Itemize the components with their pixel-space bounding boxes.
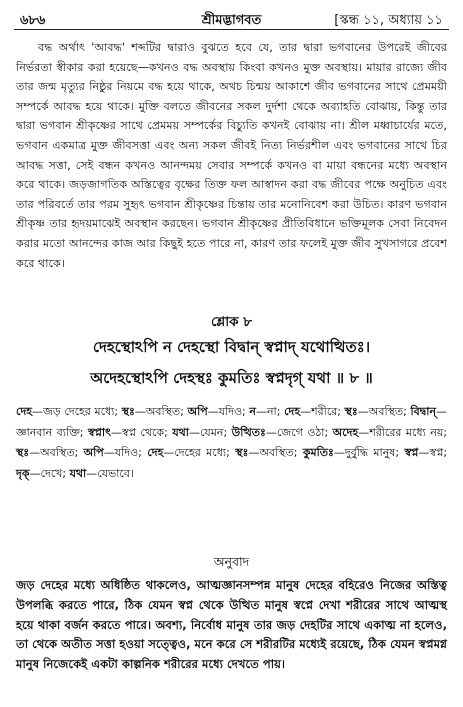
synonym-meaning: জ্ঞানবান ব্যক্তি (16, 425, 80, 439)
synonym-term: বিদ্বান্ (410, 405, 437, 418)
synonym-meaning: জেগে ওঠা (276, 425, 325, 439)
translation-title: অনুবাদ (213, 554, 250, 569)
synonym-meaning: দেখে (40, 466, 63, 480)
synonym-term: ন (249, 405, 256, 418)
synonym-term: কুমতিঃ (302, 446, 334, 459)
synonym-term: যথা (172, 425, 189, 439)
synonym-term: যথা (69, 466, 87, 480)
verse-line-2: অদেহস্থোঽপি দেহস্থঃ কুমতিঃ স্বপ্নদৃগ্ যথা ॥ ৮ ॥ (90, 369, 373, 387)
synonym-term: অপি (83, 446, 104, 459)
purport-paragraph: বদ্ধ অর্থাৎ 'আবদ্ধ' শব্দটির দ্বারাও বুঝতে হবে যে, তার দ্বারা ভগবানের উপরেই জীবের নির্ভরতা স্বীকার করা হয়েছে—কখনও বদ্ধ অবস্থায় কিংবা কখনও মুক্ত অবস্থায়। মায়ার রাজ্যে জীব তার জন্ম মৃত্যুর নিষ্ঠুর নিয়মে বদ্ধ হয়ে থাকে, অথচ চিন্ময় আকাশে জীব ভগবানের সাথে প্রেমময়ী সম্পর্কে আবদ্ধ হয়ে থাকে। মুক্তি বলতে জীবনের সকল দুর্দশা থেকে অব্যাহতি বোঝায়, কিন্তু তার দ্বারা ভগবান শ্রীকৃষ্ণের সাথে প্রেমময় সম্পর্কের বিচ্যুতি কখনই বোঝায় না। শ্রীল মধ্বাচার্যের মতে, ভগবান একমাত্র মুক্ত জীবসত্তা এবং অন্য সকল জীবই নিত্য নির্ভরশীল এবং ভগবানের সাথে চির আবদ্ধ সত্তা, সেই বন্ধন কখনও আনন্দময় সেবার সম্পর্কে কখনও বা মায়া বন্ধনের মধ্যে অবস্থান করে থাকে। জড়জাগতিক অস্তিত্বের বৃক্ষের তিক্ত ফল আস্বাদন করা বদ্ধ জীবের পক্ষে অনুচিত এবং তার পরিবর্তে তার পরম সুহৃৎ ভগবান শ্রীকৃষ্ণের চিন্তায় তার মনোনিবেশ করা উচিত। কারণ ভগবান শ্রীকৃষ্ণ তার হৃদয়মাঝেই অবস্থান করছেন। ভগবান শ্রীকৃষ্ণের প্রীতিবিধানে ভক্তিমূলক সেবা নিবেদন করার মতো আনন্দের কাজ আর কিছুই হতে পারে না, কারণ তার ফলেই মুক্ত জীব সুখসাগরে প্রবেশ করে থাকে। (16, 41, 447, 270)
synonym-term: দেহ (147, 446, 164, 459)
translation-paragraph: জড় দেহের মধ্যে অধিষ্ঠিত থাকলেও, আত্মজ্ঞানসম্পন্ন মানুষ দেহের বহিরেও নিজের অস্তিত্ব উপলব্ধি করতে পারে, ঠিক যেমন স্বপ্ন থেকে উত্থিত মানুষ স্বপ্নে দেখা শরীরের সাথে আত্মস্থ হয়ে থাকা বর্জন করতে পারে। অবশ্য, নির্বোধ মানুষ তার জড় দেহটির সাথে একাত্ম না হলেও, তা থেকে অতীত সত্তা হওয়া সত্ত্বেও, মনে করে সে শরীরটির মধ্যেই রয়েছে, ঠিক যেমন স্বপ্নমগ্ন মানুষ নিজেকেই একটা কাল্পনিক শরীরের মধ্যে দেখতে পায়। (16, 578, 447, 672)
synonym-meaning: দেহের মধ্যে (174, 446, 227, 459)
synonym-term: স্থঃ (344, 405, 358, 418)
synonym-term: স্বপ্নাৎ (87, 425, 111, 439)
synonym-term: স্থঃ (121, 405, 135, 418)
synonym-meaning: শরীরের মধ্যে নয় (369, 425, 444, 439)
synonym-meaning: যদিও (218, 405, 243, 418)
synonym-term: দেহ (284, 405, 301, 418)
synonym-meaning: যদিও (114, 446, 139, 459)
verse-label: শ্লোক ৮ (210, 314, 253, 330)
page-number: ৬৮৬ (20, 13, 46, 28)
synonym-term: স্থঃ (16, 446, 30, 459)
synonym-term: অদেহ (332, 425, 359, 439)
book-title: শ্রীমদ্ভাগবত (201, 13, 262, 28)
synonym-meaning: যেমন (199, 425, 224, 439)
synonym-term: স্থঃ (235, 446, 249, 459)
synonym-meaning: না (266, 405, 277, 418)
synonym-term: দেহ (16, 405, 33, 418)
synonyms-block: দেহ—জড় দেহের মধ্যে; স্থঃ—অবস্থিত; অপি—যদিও; ন—না; দেহ—শরীরে; স্থঃ—অবস্থিত; বিদ্বান্—জ্ঞানবান ব্যক্তি; স্বপ্নাৎ—স্বপ্ন থেকে; যথা—যেমন; উত্থিতঃ—জেগে ওঠা; অদেহ—শরীরের মধ্যে নয়; স্থঃ—অবস্থিত; অপি—যদিও; দেহ—দেহের মধ্যে; স্থঃ—অবস্থিত; কুমতিঃ—দুর্বুদ্ধি মানুষ; স্বপ্ন—স্বপ্ন; দৃক্—দেখে; যথা—যেভাবে। (16, 405, 448, 480)
synonym-meaning: অবস্থিত (368, 405, 404, 418)
synonym-meaning: শরীরে (311, 405, 338, 418)
synonym-meaning: অবস্থিত (40, 446, 75, 459)
synonym-meaning: জড় দেহের মধ্যে (43, 405, 115, 418)
verse-line-1: দেহস্থোঽপি ন দেহস্থো বিদ্বান্ স্বপ্নাদ্ যথোত্থিতঃ। (92, 338, 371, 356)
synonym-meaning: স্বপ্ন থেকে (122, 425, 165, 439)
synonym-term: অপি (187, 405, 208, 418)
synonym-term: দৃক্ (16, 466, 30, 480)
synonym-meaning: অবস্থিত (259, 446, 294, 459)
header-divider (14, 29, 449, 30)
synonym-term: উত্থিতঃ (231, 425, 266, 439)
synonym-meaning: যেভাবে (97, 466, 130, 480)
synonym-meaning: অবস্থিত (145, 405, 181, 418)
synonym-term: স্বপ্ন (404, 446, 419, 459)
synonym-meaning: স্বপ্ন (429, 446, 444, 459)
page-header (20, 8, 443, 30)
synonym-meaning: দুর্বুদ্ধি মানুষ (344, 446, 396, 459)
section-label: [স্কন্ধ ১১, অধ্যায় ১১ (334, 13, 443, 28)
